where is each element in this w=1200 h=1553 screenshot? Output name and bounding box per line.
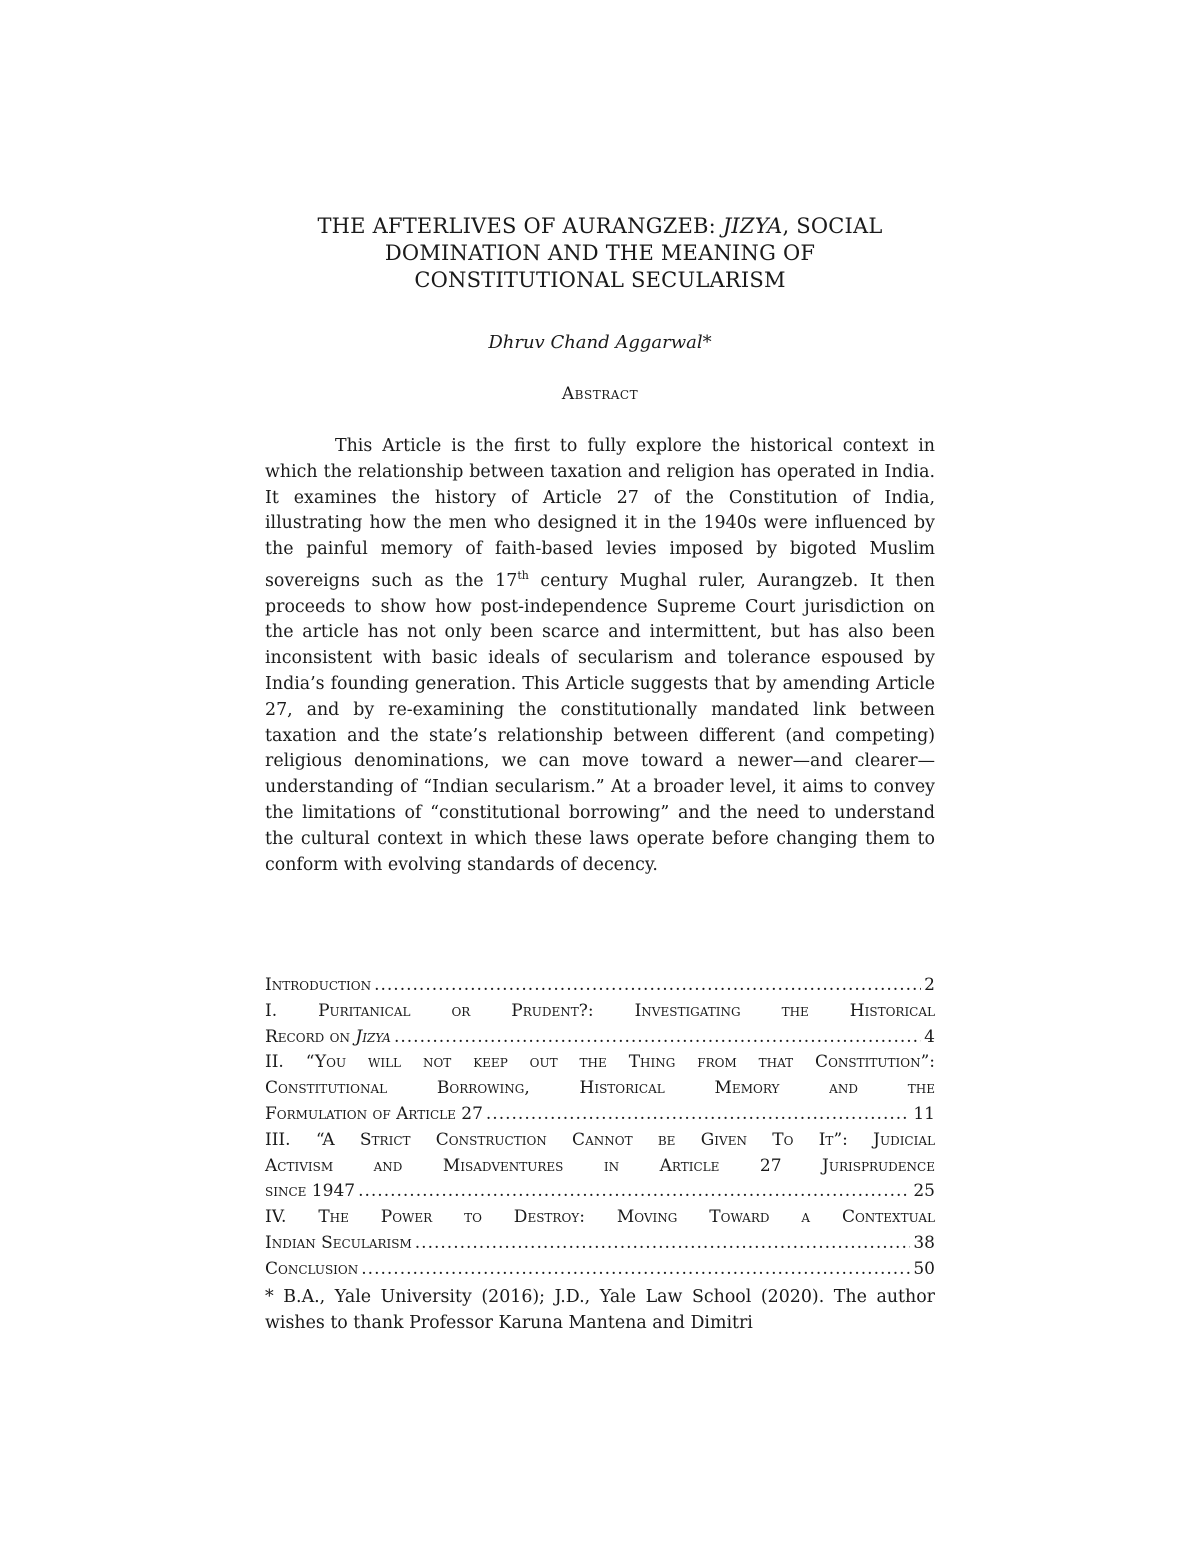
toc-entry-part-4-line-1[interactable]: IV. The Power to Destroy: Moving Toward a Contextual <box>265 1207 935 1228</box>
toc-leader <box>486 1102 910 1128</box>
toc-entry-part-1-line-2[interactable] <box>265 1025 935 1051</box>
toc-page-number: 38 <box>913 1232 935 1253</box>
toc-label: Conclusion <box>265 1258 359 1279</box>
toc-page-number: 25 <box>913 1181 935 1202</box>
toc-entry-part-3-line-3[interactable] <box>265 1179 935 1205</box>
title-line-1 <box>200 213 1000 240</box>
toc-entry-part-1-line-1[interactable]: I. Puritanical or Prudent?: Investigating the Historical <box>265 1000 935 1021</box>
toc-entry-part-2-line-3[interactable] <box>265 1102 935 1128</box>
title-line-2: DOMINATION AND THE MEANING OF <box>384 241 816 265</box>
title-text-1: THE AFTERLIVES OF AURANGZEB: <box>317 214 723 238</box>
toc-entry-part-3-line-2[interactable]: Activism and Misadventures in Article 27 Jurisprudence <box>265 1155 935 1176</box>
toc-page-number: 50 <box>913 1258 935 1279</box>
toc-page-number: 4 <box>924 1026 935 1047</box>
toc-label-italic: Jizya <box>355 1026 391 1047</box>
toc-page-number: 2 <box>924 975 935 995</box>
toc-entry-conclusion[interactable] <box>265 1257 935 1283</box>
abstract-text-1: This Article is the first to fully explore the historical context in which the relationship between taxation and religion has operated in India. It examines the history of Article 27 of the Constitution of India, illustrating how the men who designed it in the 1940s were influenced by the painful memory of faith-based levies imposed by bigoted Muslim sovereigns such as the 17 <box>265 436 935 591</box>
toc-label: since 1947 <box>265 1181 356 1202</box>
author-name: Dhruv Chand Aggarwal* <box>488 332 712 353</box>
toc-entry-part-3-line-1[interactable]: III. “A Strict Construction Cannot be Given To It”: Judicial <box>265 1129 935 1150</box>
abstract-text-2: century Mughal ruler, Aurangzeb. It then proceeds to show how post-independence Supreme Court jurisdiction on the article has not only been scarce and intermittent, but has also been inconsistent with basic ideals of secularism and tolerance espoused by India’s founding generation. This Article suggests that by amending Article 27, and by re-examining the constitutionally mandated link between taxation and the state’s relationship between different (and competing) religious denominations, we can move toward a newer—and clearer—understanding of “Indian secularism.” At a broader level, it aims to convey the limitations of “constitutional borrowing” and the need to understand the cultural context in which these laws operate before changing them to conform with evolving standards of decency. <box>265 570 935 875</box>
paper-title <box>200 213 1000 294</box>
title-line-3: CONSTITUTIONAL SECULARISM <box>414 268 786 292</box>
toc-entry-part-2-line-1[interactable]: II. “You will not keep out the Thing from that Constitution”: <box>265 1052 935 1073</box>
toc-entry-part-2-line-2[interactable]: Constitutional Borrowing, Historical Memory and the <box>265 1078 935 1099</box>
table-of-contents <box>265 973 935 1283</box>
toc-label: Indian Secularism <box>265 1232 412 1253</box>
toc-entry-part-4-line-2[interactable] <box>265 1231 935 1257</box>
author-footnote: * B.A., Yale University (2016); J.D., Yale Law School (2020). The author wishes to thank Professor Karuna Mantena and Dimitri <box>265 1287 935 1333</box>
title-jizya: JIZYA <box>722 214 783 238</box>
toc-leader <box>415 1231 911 1257</box>
toc-leader <box>361 1257 910 1283</box>
toc-entry-introduction[interactable] <box>265 973 935 999</box>
toc-label <box>265 1025 391 1051</box>
abstract-paragraph <box>265 434 935 878</box>
toc-leader <box>374 973 921 999</box>
title-text-2: , SOCIAL <box>782 214 883 238</box>
toc-leader <box>394 1025 921 1051</box>
toc-label-text: Record on <box>265 1026 356 1047</box>
abstract-heading: Abstract <box>561 384 639 404</box>
toc-label: Introduction <box>265 975 372 995</box>
abstract-superscript: th <box>517 568 529 582</box>
toc-label: Formulation of Article 27 <box>265 1103 483 1124</box>
toc-page-number: 11 <box>913 1103 935 1124</box>
toc-leader <box>358 1179 910 1205</box>
